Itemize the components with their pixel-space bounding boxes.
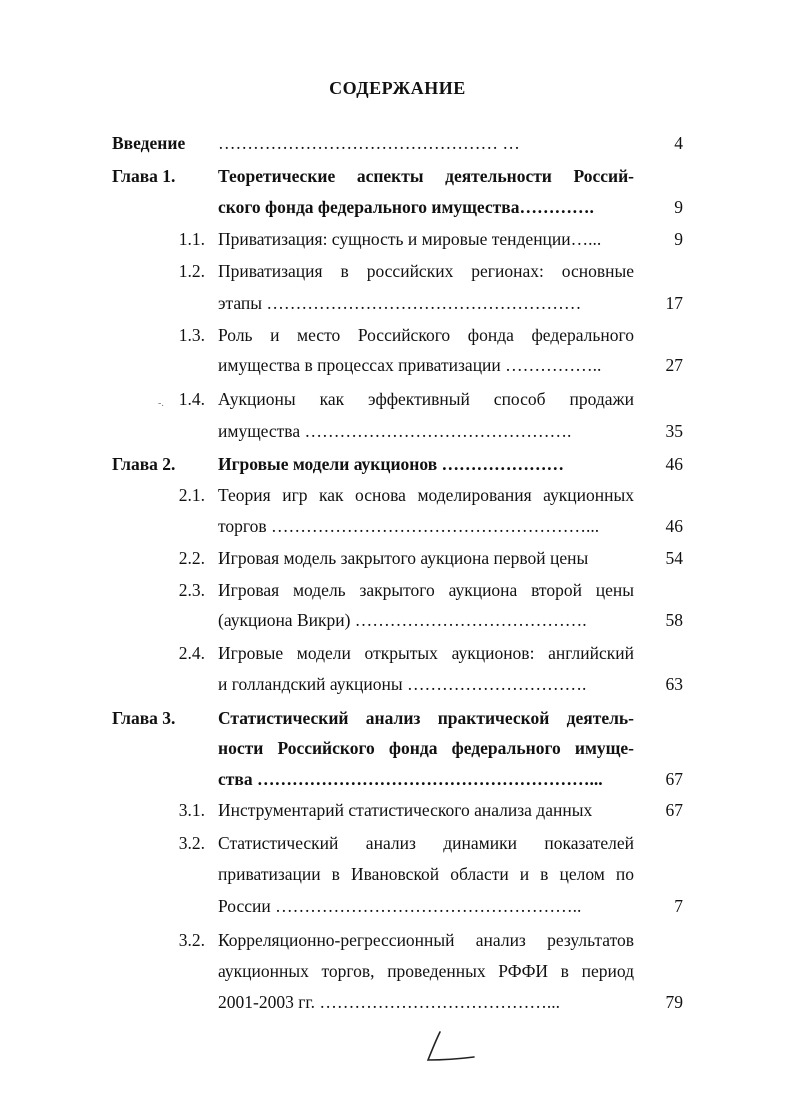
entry-title: ского фонда федерального имущества…………. xyxy=(218,197,594,217)
entry-title: этапы ……………………………………………… xyxy=(218,293,582,313)
entry-title: Игровая модель закрытого аукциона первой цены xyxy=(218,548,589,568)
entry-title: Корреляционно-регрессионный анализ результатов xyxy=(218,930,634,950)
entry-title: ………………………………………… … xyxy=(218,133,520,153)
entry-title: ности Российского фонда федерального имуще- xyxy=(218,738,634,758)
toc-entry-line xyxy=(0,352,795,378)
section-number: 2.4. xyxy=(178,643,205,663)
entry-title: 2001-2003 гг. …………………………………... xyxy=(218,992,560,1012)
entry-title: Приватизация: сущность и мировые тенденции…... xyxy=(218,229,602,249)
toc-entry-line xyxy=(0,735,795,761)
toc-entry-line xyxy=(0,290,795,316)
section-number: 1.1. xyxy=(178,229,205,249)
entry-title: Теоретические аспекты деятельности Россий- xyxy=(218,166,634,186)
toc-entry-line xyxy=(0,386,795,412)
section-number: 2.3. xyxy=(178,580,205,600)
section-number: 2.1. xyxy=(178,485,205,505)
entry-title: Аукционы как эффективный способ продажи xyxy=(218,389,634,409)
toc-entry-line xyxy=(0,797,795,823)
scan-speck: -. xyxy=(158,398,164,409)
toc-entry-line xyxy=(0,513,795,539)
entry-title: Теория игр как основа моделирования аукционных xyxy=(218,485,634,505)
page-number: 35 xyxy=(665,421,683,441)
entry-title: России …………………………………………….. xyxy=(218,896,582,916)
page-number: 63 xyxy=(665,674,683,694)
toc-entry-line xyxy=(0,163,795,189)
chapter-label: Глава 2. xyxy=(112,454,176,474)
page-number: 67 xyxy=(665,769,683,789)
toc-entry-line xyxy=(0,640,795,666)
toc-entry-line xyxy=(0,607,795,633)
page-number: 4 xyxy=(674,133,683,153)
page-number: 9 xyxy=(674,197,683,217)
toc-entry-line xyxy=(0,482,795,508)
toc-entry-line xyxy=(0,545,795,571)
page-number: 79 xyxy=(665,992,683,1012)
signature-mark xyxy=(420,1030,480,1066)
toc-entry-line xyxy=(0,418,795,444)
section-number: 3.2. xyxy=(178,833,205,853)
page-number: 17 xyxy=(665,293,683,313)
toc-entry-line xyxy=(0,451,795,477)
section-number: 2.2. xyxy=(178,548,205,568)
toc-entry-line xyxy=(0,194,795,220)
toc-entry-line xyxy=(0,830,795,856)
chapter-label: Глава 1. xyxy=(112,166,176,186)
toc-entry-line xyxy=(0,989,795,1015)
page-number: 54 xyxy=(665,548,683,568)
toc-entry-line xyxy=(0,226,795,252)
chapter-label: Глава 3. xyxy=(112,708,176,728)
entry-title: Статистический анализ практической деятель- xyxy=(218,708,634,728)
toc-entry-line xyxy=(0,322,795,348)
toc-entry-line xyxy=(0,705,795,731)
page-number: 7 xyxy=(674,896,683,916)
entry-title: ства …………………………………………………... xyxy=(218,769,603,789)
toc-entry-line xyxy=(0,861,795,887)
entry-title: Игровая модель закрытого аукциона второй цены xyxy=(218,580,634,600)
entry-title: имущества ………………………………………. xyxy=(218,421,572,441)
page-number: 46 xyxy=(665,516,683,536)
section-number: 3.2. xyxy=(178,930,205,950)
section-number: 1.4. xyxy=(178,389,205,409)
entry-title: торгов ………………………………………………... xyxy=(218,516,600,536)
entry-title: Инструментарий статистического анализа данных xyxy=(218,800,593,820)
toc-entry-line xyxy=(0,927,795,953)
entry-title: аукционных торгов, проведенных РФФИ в период xyxy=(218,961,634,981)
page-number: 46 xyxy=(665,454,683,474)
page-number: 67 xyxy=(665,800,683,820)
page-number: 58 xyxy=(665,610,683,630)
toc-entry-line xyxy=(0,893,795,919)
toc-entry-line xyxy=(0,958,795,984)
toc-entry-line xyxy=(0,130,795,156)
toc-entry-line xyxy=(0,671,795,697)
entry-title: приватизации в Ивановской области и в целом по xyxy=(218,864,634,884)
entry-title: имущества в процессах приватизации …………….. xyxy=(218,355,602,375)
page-number: 27 xyxy=(665,355,683,375)
page-number: 9 xyxy=(674,229,683,249)
entry-title: Роль и место Российского фонда федерального xyxy=(218,325,634,345)
entry-title: Игровые модели аукционов ………………… xyxy=(218,454,565,474)
section-number: 1.2. xyxy=(178,261,205,281)
entry-title: и голландский аукционы …………………………. xyxy=(218,674,587,694)
section-number: 3.1. xyxy=(178,800,205,820)
page-title: СОДЕРЖАНИЕ xyxy=(329,78,466,98)
entry-title: Игровые модели открытых аукционов: английский xyxy=(218,643,634,663)
toc-entry-line xyxy=(0,577,795,603)
entry-title: Приватизация в российских регионах: основные xyxy=(218,261,634,281)
entry-title: (аукциона Викри) …………………………………. xyxy=(218,610,587,630)
toc-entry-line xyxy=(0,766,795,792)
section-number: 1.3. xyxy=(178,325,205,345)
chapter-label: Введение xyxy=(112,133,186,153)
entry-title: Статистический анализ динамики показателей xyxy=(218,833,634,853)
toc-entry-line xyxy=(0,258,795,284)
